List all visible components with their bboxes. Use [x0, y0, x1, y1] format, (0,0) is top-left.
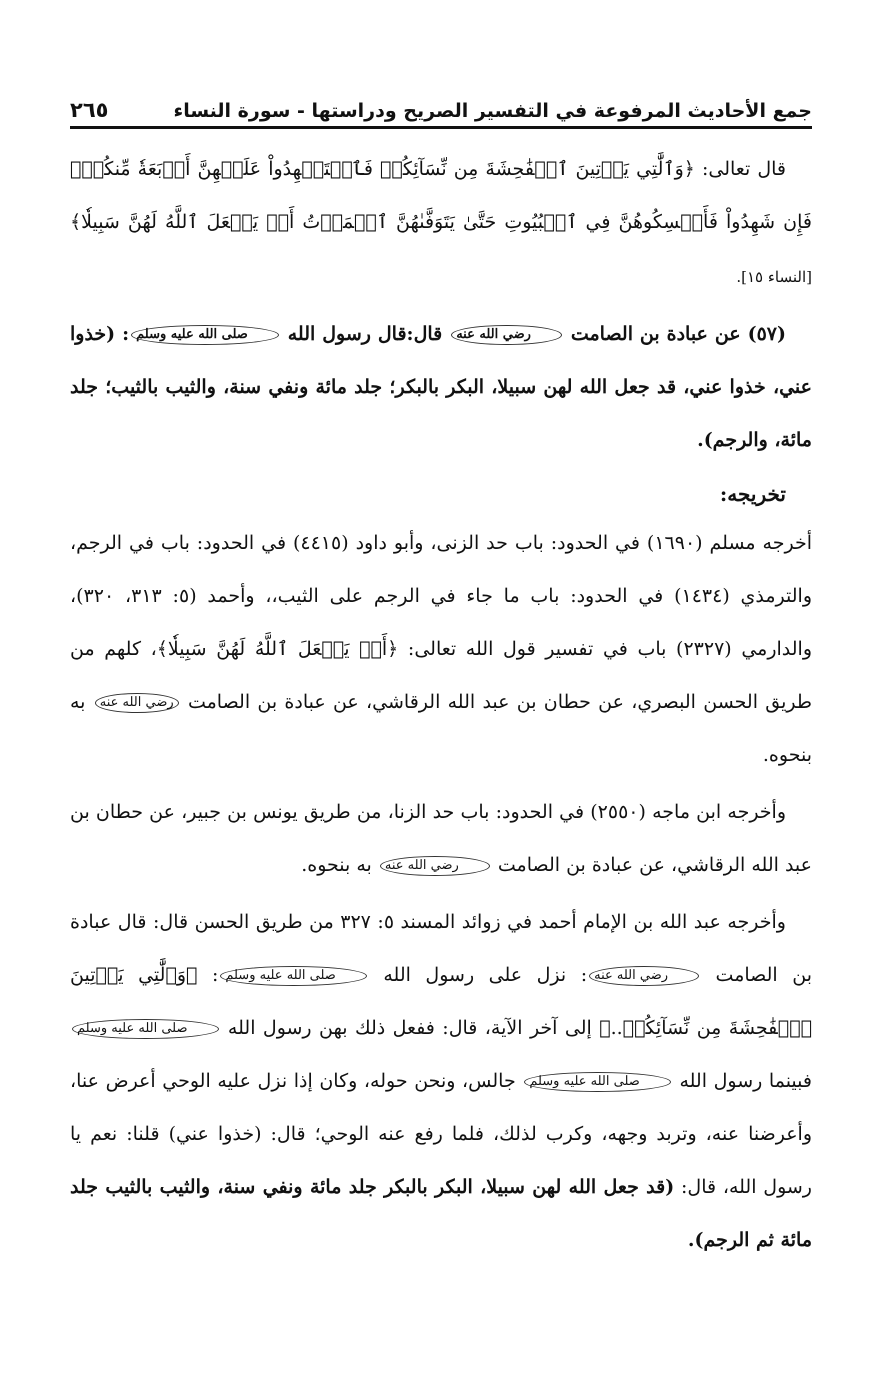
p3-quran-verse: : ﴿وَٱلَّٰتِي يَأۡتِينَ ٱلۡفَٰحِشَةَ مِن نِّسَآئِكُمۡ..﴾ [70, 964, 812, 1039]
prophet-honorific-icon: صلى الله عليه وسلم [220, 966, 367, 986]
quran-verse: ﴿وَٱلَّٰتِي يَأۡتِينَ ٱلۡفَٰحِشَةَ مِن نِّسَآئِكُمۡ فَٱسۡتَشۡهِدُواْ عَلَيۡهِنَّ أَرۡبَعَةٗ مِّنكُمۡۖ فَإِن شَهِدُواْ فَأَمۡسِكُوهُنَّ فِي ٱلۡبُيُوتِ حَتَّىٰ يَتَوَفَّىٰهُنَّ ٱلۡمَوۡتُ أَوۡ يَجۡعَلَ ٱللَّهُ لَهُنَّ سَبِيلٗا﴾ [70, 158, 812, 233]
takhrij-heading: تخريجه: [719, 482, 786, 506]
verse-reference: [النساء ١٥]. [736, 268, 812, 286]
running-header [70, 98, 812, 129]
hadith-body: : (خذوا عني، خذوا عني، قد جعل الله لهن سبيلا، البكر بالبكر؛ جلد مائة ونفي سنة، والثيب بالثيب؛ جلد مائة، والرجم). [70, 323, 812, 451]
companion-honorific-icon: رضي الله عنه [451, 325, 562, 345]
p1-text-c: به بنحوه. [70, 691, 812, 766]
p3-text-a: وأخرجه عبد الله بن الإمام أحمد في زوائد المسند ٥: ٣٢٧ من طريق الحسن قال: قال عبادة بن الصامت [70, 911, 812, 986]
verse-intro: قال تعالى: [694, 158, 787, 180]
header-title: جمع الأحاديث المرفوعة في التفسير الصريح ودراستها - سورة النساء [173, 100, 812, 122]
p1-quran-verse: ﴿أَوۡ يَجۡعَلَ ٱللَّهُ لَهُنَّ سَبِيلٗا﴾ [156, 638, 399, 660]
p3-text-d: فبينما رسول الله [679, 1070, 812, 1092]
p1-text-a: أخرجه مسلم (١٦٩٠) في الحدود: باب حد الزنى، وأبو داود (٤٤١٥) في الحدود: باب في الرجم، والترمذي (١٤٣٤) في الحدود: باب ما جاء في الرجم على الثيب،، وأحمد (٥: ٣١٣، ٣٢٠)، والدارمي (٢٣٢٧) باب في تفسير قول الله تعالى: [70, 532, 813, 660]
p3-bold-hadith: (قد جعل الله لهن سبيلا، البكر بالبكر جلد مائة ونفي سنة، والثيب بالثيب جلد مائة ثم الرجم). [70, 1176, 812, 1251]
takhrij-paragraph-2 [70, 786, 812, 892]
hadith-said: قال:قال رسول الله [287, 323, 450, 345]
p2-text-b: به بنحوه. [301, 854, 378, 876]
page-number: ٢٦٥ [70, 98, 109, 122]
p2-text-a: وأخرجه ابن ماجه (٢٥٥٠) في الحدود: باب حد الزنا، من طريق يونس بن جبير، عن حطان بن عبد الله الرقاشي، عن عبادة بن الصامت [70, 801, 812, 876]
takhrij-paragraph-3 [70, 896, 812, 1267]
p3-text-b: : نزل على رسول الله [383, 964, 588, 986]
hadith-text [70, 308, 812, 467]
prophet-honorific-icon: صلى الله عليه وسلم [72, 1019, 219, 1039]
hadith-intro: (٥٧) عن عبادة بن الصامت [570, 323, 786, 345]
p1-text-b: ، كلهم من طريق الحسن البصري، عن حطان بن عبد الله الرقاشي، عن عبادة بن الصامت [70, 638, 812, 713]
prophet-honorific-icon: صلى الله عليه وسلم [131, 325, 279, 345]
prophet-honorific-icon: صلى الله عليه وسلم [524, 1072, 671, 1092]
book-page [70, 98, 812, 1271]
page-body [70, 143, 812, 1267]
p3-text-e: جالس، ونحن حوله، وكان إذا نزل عليه الوحي أعرض عنا، وأعرضنا عنه، وتربد وجهه، وكرب لذلك، فلما رفع عنه الوحي؛ قال: (خذوا عني) قلنا: نعم يا رسول الله، قال: [70, 1070, 812, 1198]
companion-honorific-icon: رضي الله عنه [95, 693, 179, 713]
takhrij-paragraph-1 [70, 517, 812, 782]
p3-text-c: إلى آخر الآية، قال: ففعل ذلك بهن رسول الله [227, 1017, 600, 1039]
companion-honorific-icon: رضي الله عنه [380, 856, 490, 876]
companion-honorific-icon: رضي الله عنه [589, 966, 699, 986]
verse-paragraph [70, 143, 812, 304]
